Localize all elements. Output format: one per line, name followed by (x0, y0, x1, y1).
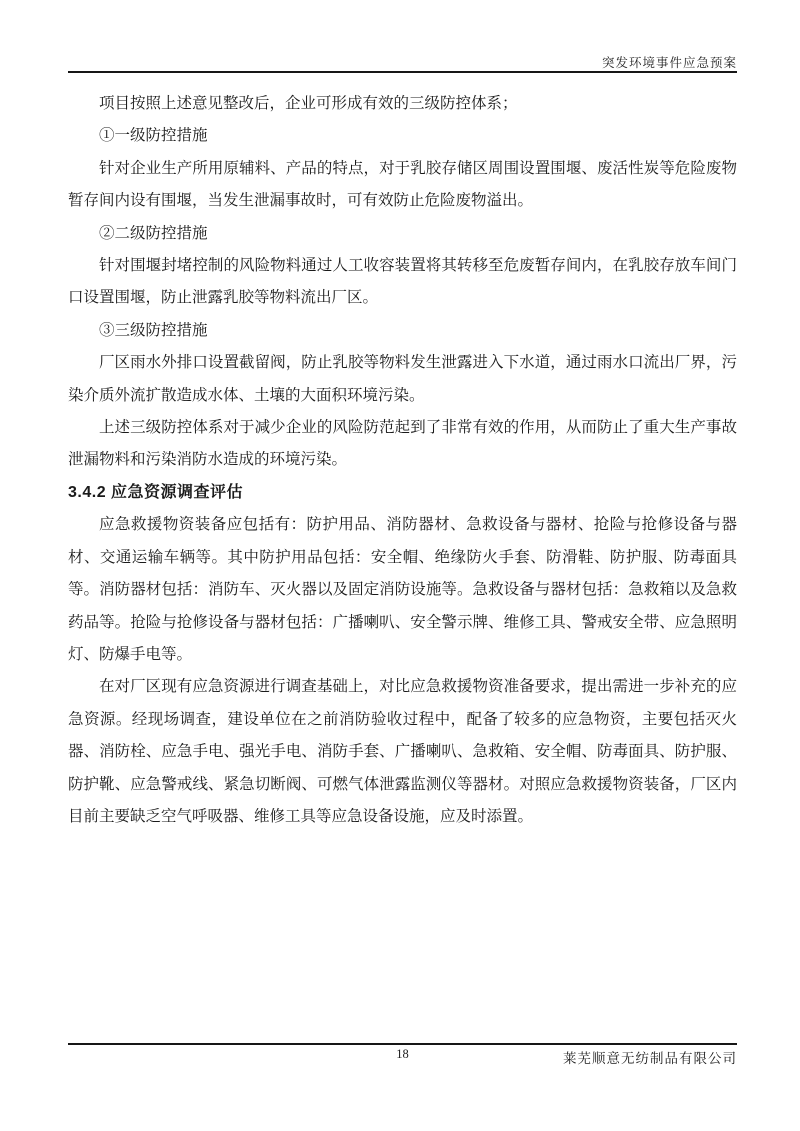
para-level1-title: ①一级防控措施 (99, 127, 208, 145)
para-level1-body: 针对企业生产所用原辅料、产品的特点，对于乳胶存储区周围设置围堰、废活性炭等危险废物暂存间内设有围堰，当发生泄漏事故时，可有效防止危险废物溢出。 (68, 159, 737, 210)
para-level3-title: ③三级防控措施 (99, 321, 208, 339)
header-rule (68, 71, 737, 73)
footer-rule (68, 1043, 737, 1045)
para-resources-survey: 在对厂区现有应急资源进行调查基础上，对比应急救援物资准备要求，提出需进一步补充的应急资源。经现场调查，建设单位在之前消防验收过程中，配备了较多的应急物资，主要包括灭火器、消防栓、应急手电、强光手电、消防手套、广播喇叭、急救箱、安全帽、防毒面具、防护服、防护靴、应急警戒线、紧急切断阀、可燃气体泄露监测仪等器材。对照应急救援物资装备，厂区内目前主要缺乏空气呼吸器、维修工具等应急设备设施，应及时添置。 (68, 678, 737, 825)
footer-company-name: 莱芜顺意无纺制品有限公司 (563, 1047, 737, 1067)
para-level2-title: ②二级防控措施 (99, 224, 208, 242)
para-level3-body: 厂区雨水外排口设置截留阀，防止乳胶等物料发生泄露进入下水道，通过雨水口流出厂界，污染介质外流扩散造成水体、土壤的大面积环境污染。 (68, 354, 737, 404)
section-heading-3-4-2: 3.4.2 应急资源调查评估 (68, 483, 244, 501)
para-level2-body: 针对围堰封堵控制的风险物料通过人工收容装置将其转移至危废暂存间内，在乳胶存放车间门口设置围堰，防止泄露乳胶等物料流出厂区。 (68, 257, 737, 307)
page-header-title: 突发环境事件应急预案 (601, 56, 737, 70)
para-intro: 项目按照上述意见整改后，企业可形成有效的三级防控体系； (99, 95, 518, 112)
para-summary: 上述三级防控体系对于减少企业的风险防范起到了非常有效的作用，从而防止了重大生产事故泄漏物料和污染消防水造成的环境污染。 (68, 419, 737, 469)
para-resources-list: 应急救援物资装备应包括有：防护用品、消防器材、急救设备与器材、抢险与抢修设备与器材、交通运输车辆等。其中防护用品包括：安全帽、绝缘防火手套、防滑鞋、防护服、防毒面具等。消防器材包括：消防车、灭火器以及固定消防设施等。急救设备与器材包括：急救箱以及急救药品等。抢险与抢修设备与器材包括：广播喇叭、安全警示牌、维修工具、警戒安全带、应急照明灯、防爆手电等。 (68, 516, 737, 663)
page-number: 18 (396, 1047, 409, 1061)
document-body (68, 88, 737, 833)
